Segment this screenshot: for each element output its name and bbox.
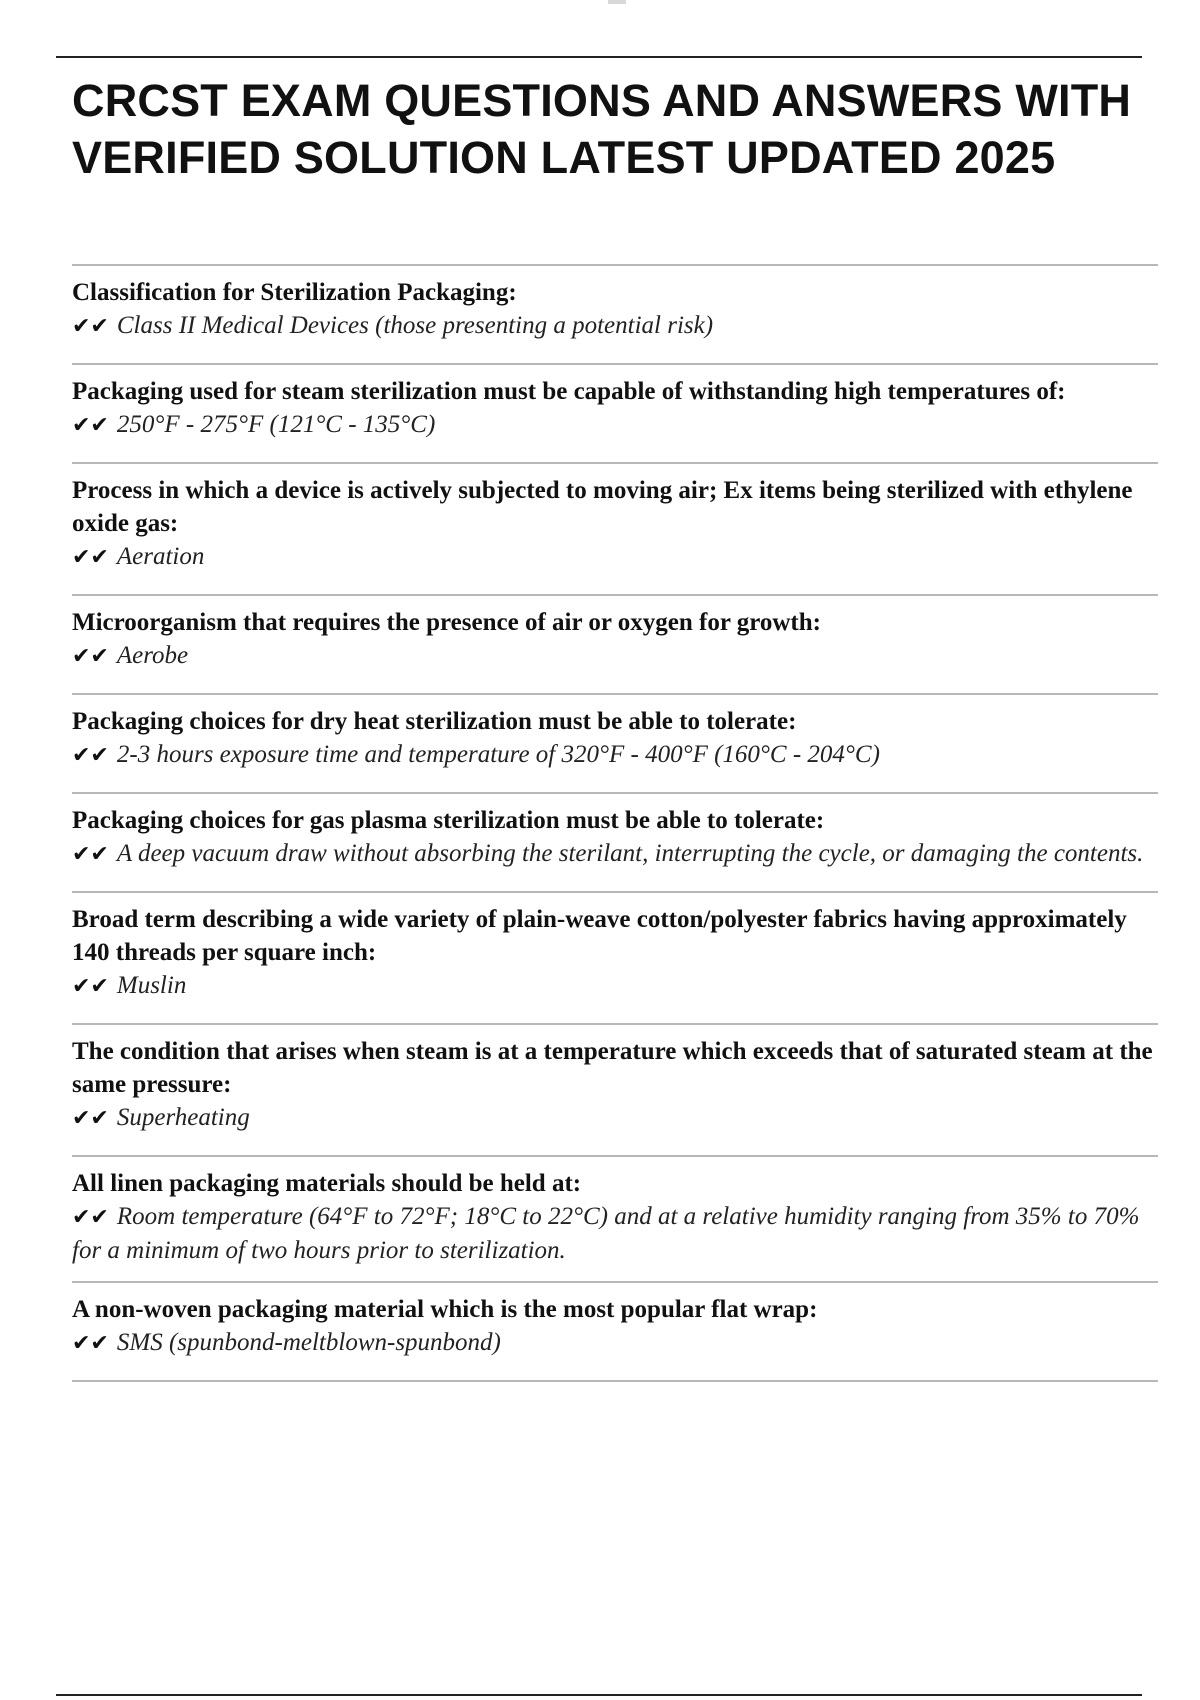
qa-item: [72, 893, 1158, 1025]
question-text: Packaging choices for dry heat sterilization must be able to tolerate:: [72, 708, 797, 735]
answer-text: Class II Medical Devices (those presenting a potential risk): [116, 312, 714, 339]
footer-rule: [56, 1694, 1142, 1696]
qa-item: [72, 596, 1158, 695]
question-text: Classification for Sterilization Packaging:: [72, 279, 517, 306]
qa-item: [72, 464, 1158, 596]
answer-text: Muslin: [116, 972, 187, 999]
qa-item: [72, 1157, 1158, 1283]
question-text: Microorganism that requires the presence of air or oxygen for growth:: [72, 609, 821, 636]
qa-item: [72, 695, 1158, 794]
answer-text: Aeration: [116, 543, 205, 570]
document-title: CRCST EXAM QUESTIONS AND ANSWERS WITH VERIFIED SOLUTION LATEST UPDATED 2025: [72, 75, 1132, 183]
answer-text: Aerobe: [116, 642, 189, 669]
question-text: Packaging used for steam sterilization must be capable of withstanding high temperatures of:: [72, 378, 1066, 405]
answer: [72, 969, 1158, 1003]
question-text: A non-woven packaging material which is the most popular flat wrap:: [72, 1296, 818, 1323]
question-text: Packaging choices for gas plasma sterilization must be able to tolerate:: [72, 807, 825, 834]
qa-item: [72, 1283, 1158, 1382]
qa-item: [72, 1025, 1158, 1157]
double-check-icon: ✔✔: [72, 413, 109, 438]
answer-text: 250°F - 275°F (121°C - 135°C): [116, 411, 436, 438]
double-check-icon: ✔✔: [72, 644, 109, 669]
answer: [72, 1101, 1158, 1135]
double-check-icon: ✔✔: [72, 1106, 109, 1131]
header-rule: [56, 56, 1142, 58]
qa-list: [72, 264, 1158, 1382]
page-top-marker: [608, 0, 626, 4]
answer: [72, 837, 1158, 871]
answer: [72, 309, 1158, 343]
answer-text: Room temperature (64°F to 72°F; 18°C to 22°C) and at a relative humidity ranging from 35% to 70% for a minimum of two hours prior to sterilization.: [72, 1203, 1140, 1264]
qa-item: [72, 365, 1158, 464]
double-check-icon: ✔✔: [72, 743, 109, 768]
answer: [72, 738, 1158, 772]
answer: [72, 1326, 1158, 1360]
question-text: Process in which a device is actively subjected to moving air; Ex items being sterilized with ethylene oxide gas:: [72, 477, 1133, 537]
question-text: All linen packaging materials should be held at:: [72, 1170, 582, 1197]
answer: [72, 540, 1158, 574]
answer-text: A deep vacuum draw without absorbing the sterilant, interrupting the cycle, or damaging the contents.: [116, 840, 1144, 867]
qa-item: [72, 794, 1158, 893]
answer-text: 2-3 hours exposure time and temperature of 320°F - 400°F (160°C - 204°C): [116, 741, 880, 768]
answer-text: SMS (spunbond-meltblown-spunbond): [116, 1329, 501, 1356]
answer-text: Superheating: [116, 1104, 250, 1131]
question-text: The condition that arises when steam is at a temperature which exceeds that of saturated steam at the same pressure:: [72, 1038, 1153, 1098]
double-check-icon: ✔✔: [72, 545, 109, 570]
qa-item: [72, 266, 1158, 365]
answer: [72, 408, 1158, 442]
double-check-icon: ✔✔: [72, 974, 109, 999]
answer: [72, 1200, 1158, 1267]
double-check-icon: ✔✔: [72, 314, 109, 339]
answer: [72, 639, 1158, 673]
double-check-icon: ✔✔: [72, 1331, 109, 1356]
double-check-icon: ✔✔: [72, 1205, 109, 1230]
question-text: Broad term describing a wide variety of plain-weave cotton/polyester fabrics having approximately 140 threads per square inch:: [72, 906, 1127, 966]
double-check-icon: ✔✔: [72, 842, 109, 867]
